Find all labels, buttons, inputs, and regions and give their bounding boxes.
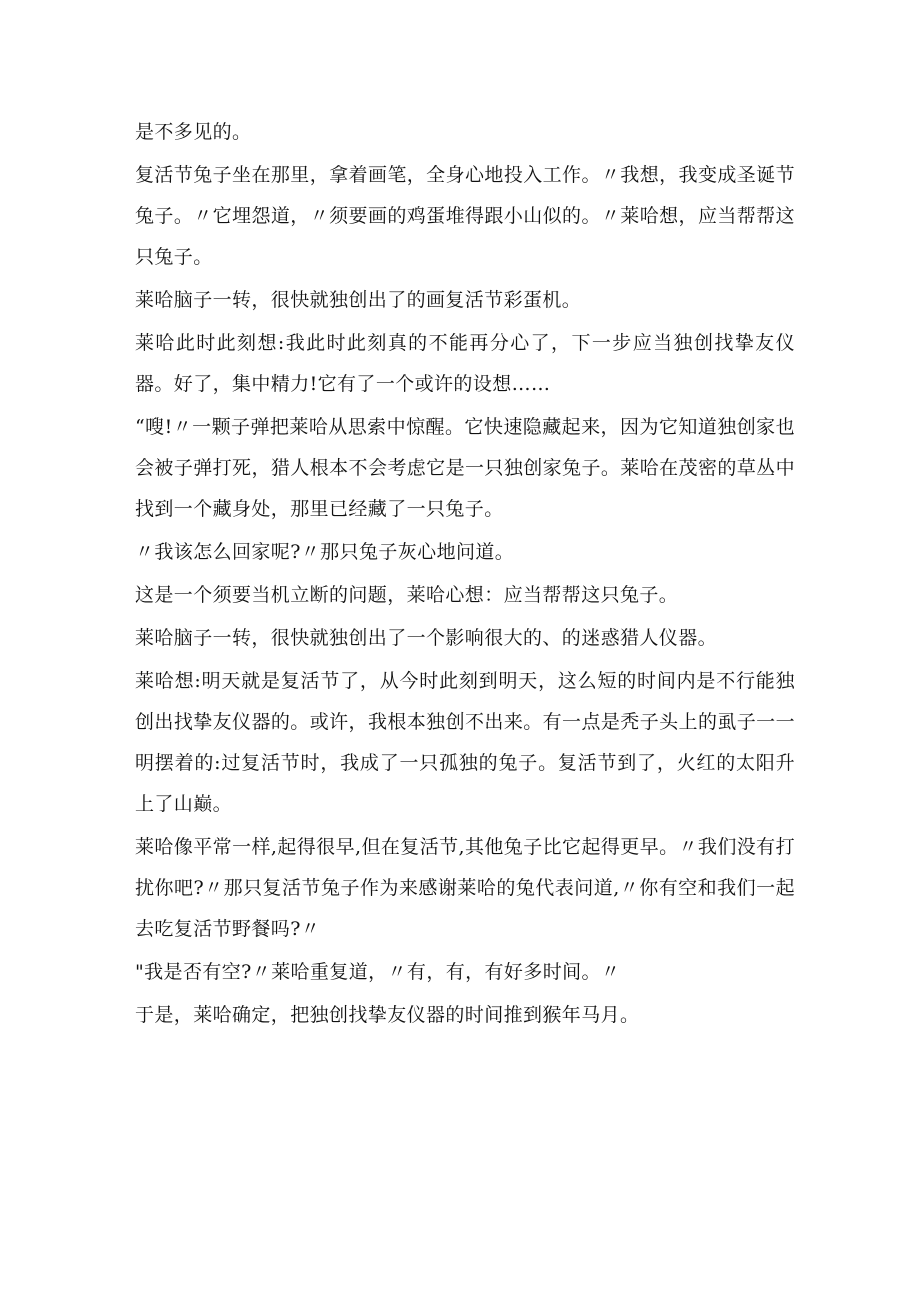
paragraph-3: 莱哈脑子一转，很快就独创出了的画复活节彩蛋机。 [135,289,582,311]
paragraph-11: "我是否有空?〃莱哈重复道，〃有，有，有好多时间。〃 [135,961,621,983]
paragraph-12: 于是，莱哈确定，把独创找挚友仪器的时间推到猴年马月。 [135,1004,640,1026]
paragraph-9: 莱哈想:明天就是复活节了，从今时此刻到明天，这么短的时间内是不行能独创出找挚友仪器的。或许，我根本独创不出来。有一点是秃子头上的虱子一一明摆着的:过复活节时，我成了一只孤独的兔子。复活节到了，火红的太阳升上了山巅。 [135,670,795,815]
paragraph-6: 〃我该怎么回家呢?〃那只兔子灰心地问道。 [135,541,515,563]
paragraph-10: 莱哈像平常一样,起得很早,但在复活节,其他兔子比它起得更早。〃我们没有打扰你吧?〃那只复活节兔子作为来感谢莱哈的兔代表问道,〃你有空和我们一起去吃复活节野餐吗?〃 [135,836,795,940]
paragraph-5: “嗖!〃一颗子弹把莱哈从思索中惊醒。它快速隐藏起来，因为它知道独创家也会被子弹打死，猎人根本不会考虑它是一只独创家兔子。莱哈在茂密的草丛中找到一个藏身处，那里已经藏了一只兔子。 [135,416,795,520]
paragraph-2: 复活节兔子坐在那里，拿着画笔，全身心地投入工作。〃我想，我变成圣诞节兔子。〃它埋怨道，〃须要画的鸡蛋堆得跟小山似的。〃莱哈想，应当帮帮这只兔子。 [135,164,795,268]
paragraph-4: 莱哈此时此刻想:我此时此刻真的不能再分心了，下一步应当独创找挚友仪器。好了，集中精力!它有了一个或许的设想…… [135,332,795,395]
paragraph-7: 这是一个须要当机立断的问题，莱哈心想：应当帮帮这只兔子。 [135,584,679,606]
paragraph-8: 莱哈脑子一转，很快就独创出了一个影响很大的、的迷惑猎人仪器。 [135,627,718,649]
paragraph-1: 是不多见的。 [135,121,252,143]
story-text [135,112,795,1038]
